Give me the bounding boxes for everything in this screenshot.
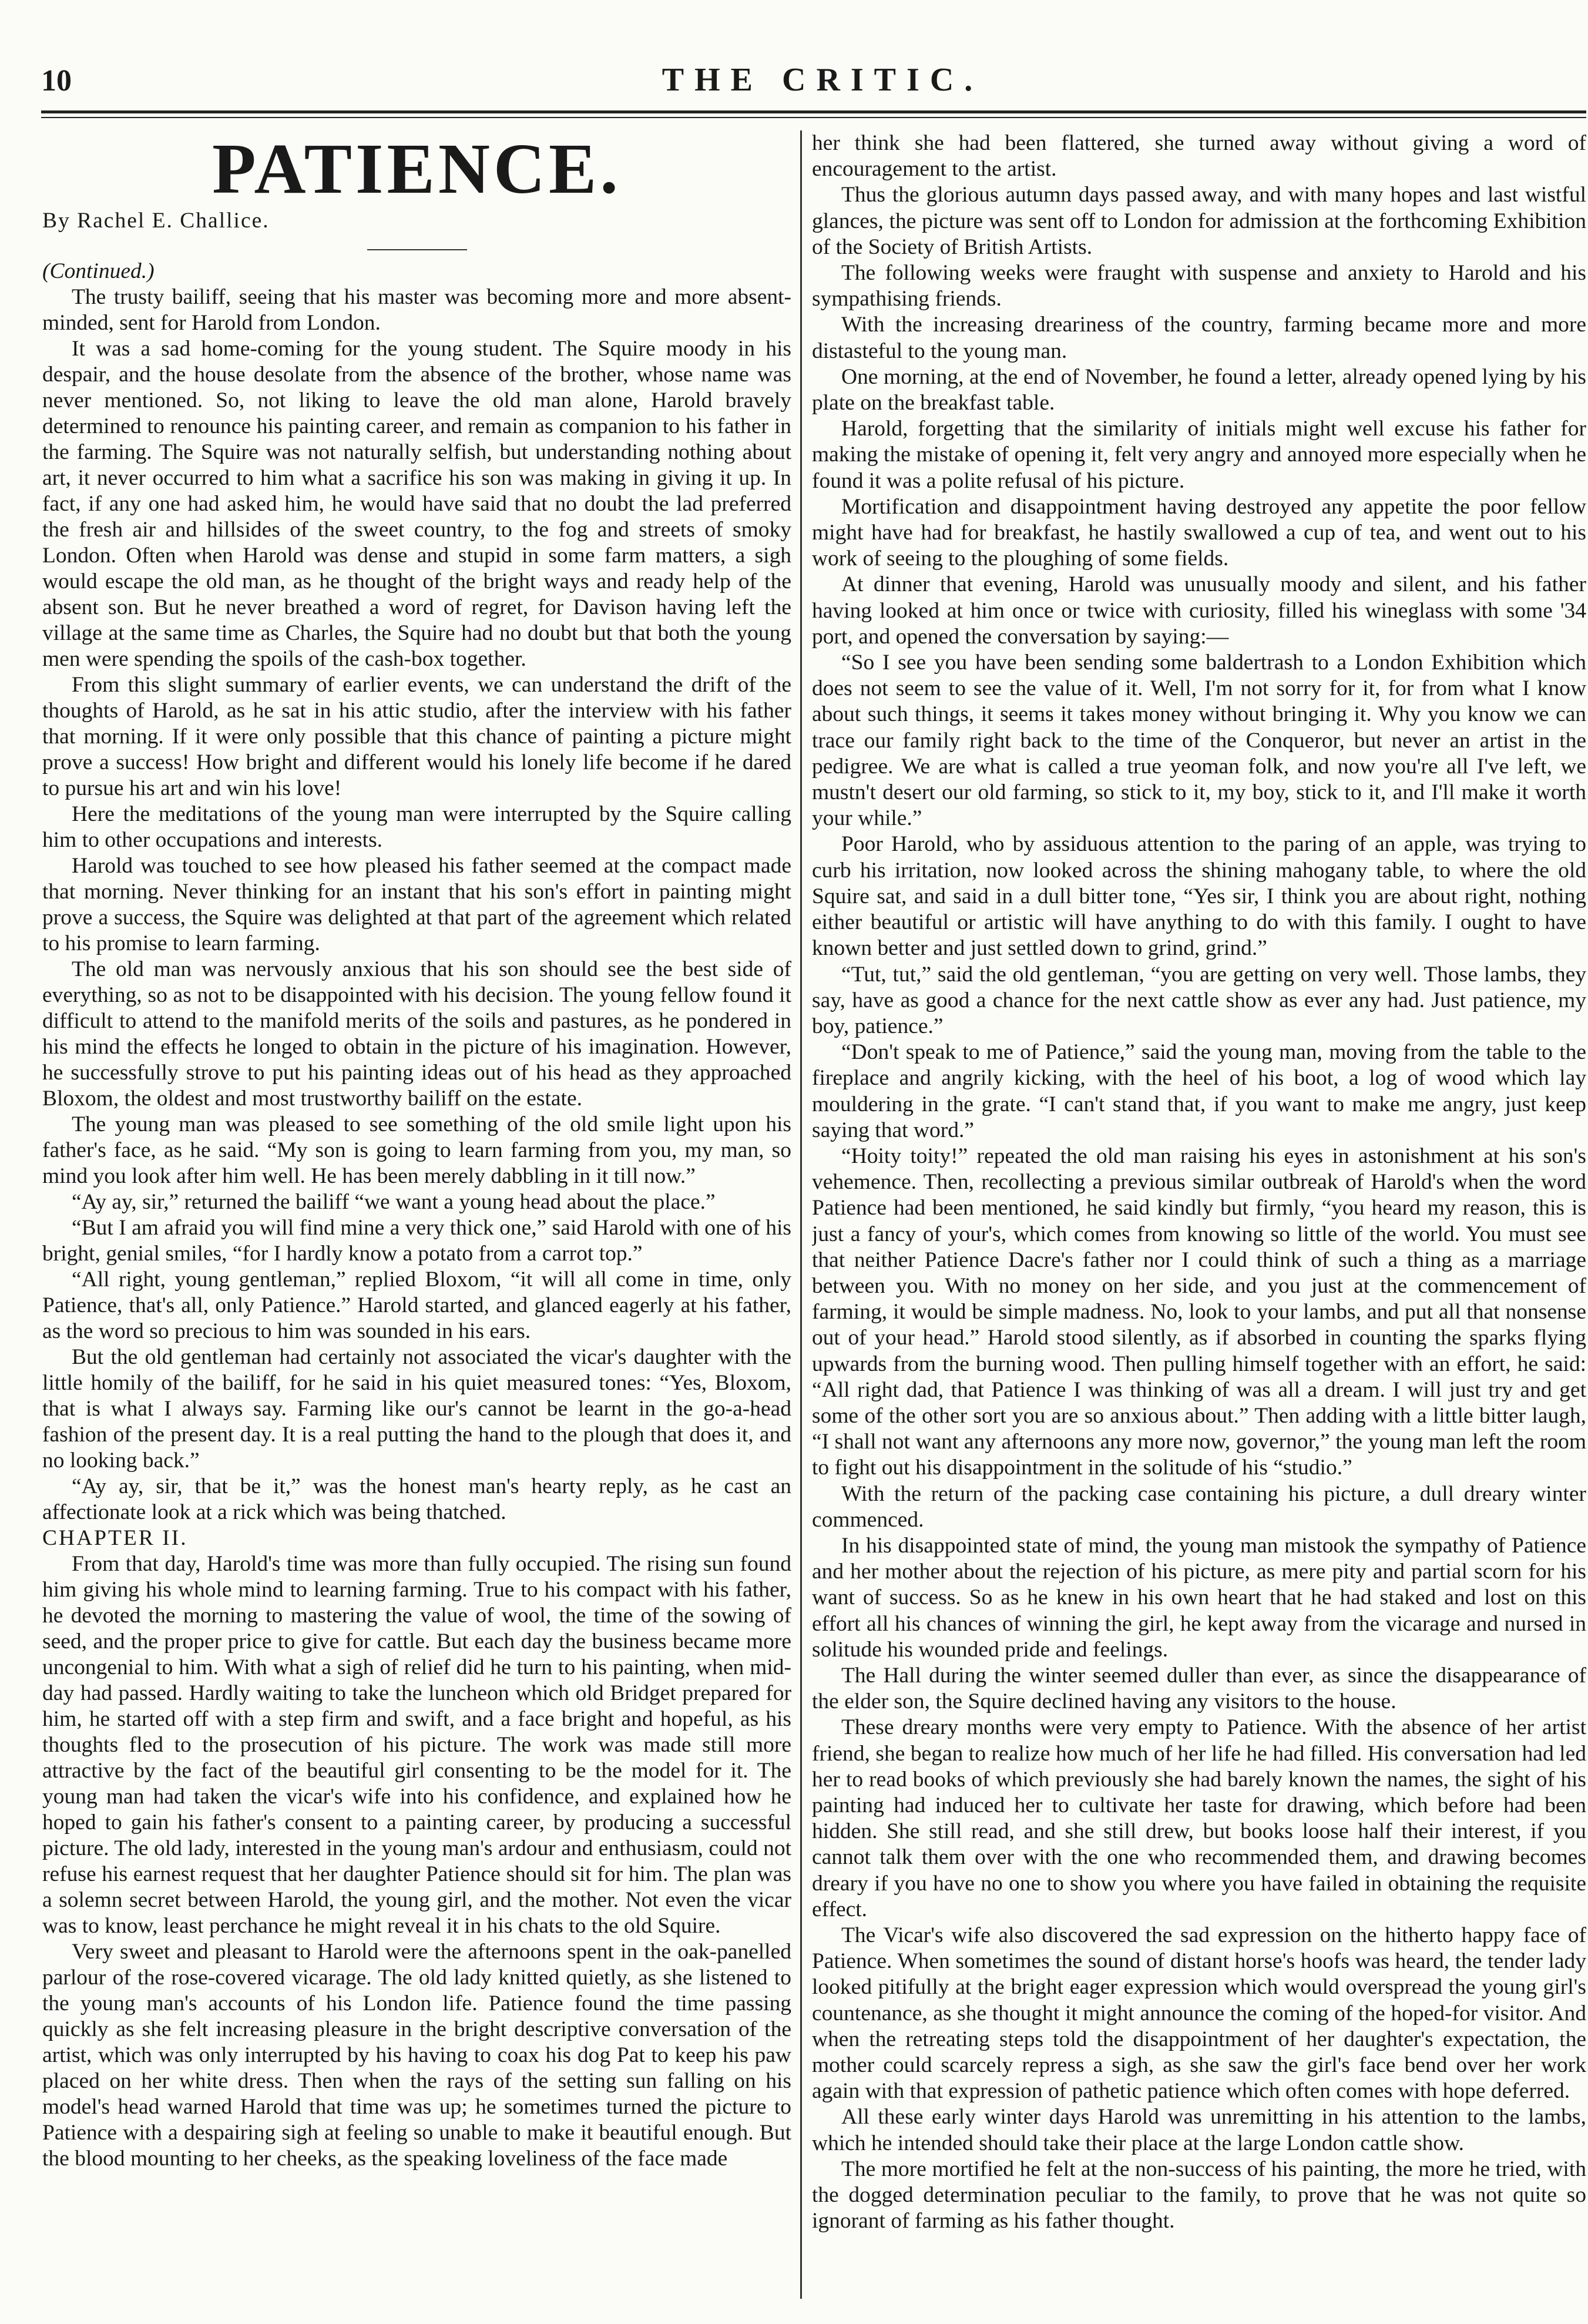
paragraph: The more mortified he felt at the non-success of his painting, the more he tried, with the dogged determination peculiar to the family, to prove that he was not quite so ignorant of farming as his father thought.: [812, 2157, 1586, 2234]
paragraph: Very sweet and pleasant to Harold were the afternoons spent in the oak-panelled parlour of the rose-covered vicarage. The old lady knitted quietly, as she listened to the young man's accounts of his London life. Patience found the time passing quickly as she felt increasing pleasure in the bright descriptive conversation of the artist, which was only interrupted by his having to coax his dog Pat to keep his paw placed on her white dress. Then when the rays of the setting sun falling on his model's head warned Harold that time was up; he sometimes turned the picture to Patience with a despairing sigh at feeling so unable to make it beautiful enough. But the blood mounting to her cheeks, as the speaking loveliness of the face made: [42, 1940, 791, 2171]
paragraph: The Hall during the winter seemed duller than ever, as since the disappearance of the elder son, the Squire declined having any visitors to the house.: [812, 1663, 1586, 1714]
column-divider: [800, 130, 802, 2299]
paragraph: All these early winter days Harold was unremitting in his attention to the lambs, which he intended should take their place at the large London cattle show.: [812, 2105, 1586, 2155]
header-rule-top: [41, 110, 1586, 113]
paragraph: With the increasing dreariness of the country, farming became more and more distasteful to the young man.: [812, 313, 1586, 363]
paragraph: Mortification and disappointment having destroyed any appetite the poor fellow might have had for breakfast, he hastily swallowed a cup of tea, and went out to his work of seeing to the ploughing of some fields.: [812, 494, 1586, 571]
paragraph: “All right, young gentleman,” replied Bloxom, “it will all come in time, only Patience, that's all, only Patience.” Harold started, and glanced eagerly at his father, as the word so precious to him was sounded in his ears.: [42, 1267, 791, 1343]
header-rule-bottom: [41, 117, 1586, 118]
left-paragraphs-part-one: [42, 284, 791, 1525]
story-title: PATIENCE.: [212, 130, 622, 209]
right-column: [812, 130, 1586, 2300]
paragraph: From that day, Harold's time was more than fully occupied. The rising sun found him giving his whole mind to learning farming. True to his compact with his father, he devoted the morning to mastering the value of wool, the time of the sowing of seed, and the proper price to give for cattle. But each day the business became more uncongenial to him. With what a sigh of relief did he turn to his painting, when mid-day had passed. Hardly waiting to take the luncheon which old Bridget prepared for him, he started off with a step firm and swift, and a face bright and hopeful, as his thoughts fled to the prosecution of his picture. The work was made still more attractive by the fact of the beautiful girl consenting to be the model for it. The young man had taken the vicar's wife into his confidence, and explained how he hoped to gain his father's consent to a painting career, by producing a successful picture. The old lady, interested in the young man's ardour and enthusiasm, could not refuse his earnest request that her daughter Patience should sit for him. The plan was a solemn secret between Harold, the young girl, and the mother. Not even the vicar was to know, least perchance he might reveal it in his chats to the old Squire.: [42, 1552, 791, 1938]
paragraph: Here the meditations of the young man were interrupted by the Squire calling him to other occupations and interests.: [42, 802, 791, 852]
paragraph: From this slight summary of earlier events, we can understand the drift of the thoughts of Harold, as he sat in his attic studio, after the interview with his father that morning. If it were only possible that this chance of painting a picture might prove a success! How bright and different would his lonely life become if he dared to pursue his art and win his love!: [42, 673, 791, 800]
title-rule: [367, 249, 467, 250]
paragraph: The Vicar's wife also discovered the sad expression on the hitherto happy face of Patience. When sometimes the sound of distant horse's hoofs was heard, the tender lady looked pitifully at the bright eager expression which would overspread the young girl's countenance, as she thought it might announce the coming of the hoped-for visitor. And when the retreating steps told the disappointment of her daughter's expectation, the mother could scarcely repress a sigh, as she saw the girl's face bend over her work again with that expression of pathetic patience which often comes with hope deferred.: [812, 1923, 1586, 2104]
paragraph: “Tut, tut,” said the old gentleman, “you are getting on very well. Those lambs, they say, have as good a chance for the next cattle show as ever any had. Just patience, my boy, patience.”: [812, 962, 1586, 1038]
paragraph: The following weeks were fraught with suspense and anxiety to Harold and his sympathising friends.: [812, 261, 1586, 311]
paragraph: her think she had been flattered, she turned away without giving a word of encouragement to the artist.: [812, 131, 1586, 182]
paragraph: With the return of the packing case containing his picture, a dull dreary winter commenced.: [812, 1481, 1586, 1532]
paragraph: Poor Harold, who by assiduous attention to the paring of an apple, was trying to curb his irritation, now looked across the shining mahogany table, to where the old Squire sat, and said in a dull bitter tone, “Yes sir, I think you are about right, nothing either beautiful or artistic will have anything to do with this family. I ought to have known better and just settled down to grind, grind.”: [812, 832, 1586, 961]
paragraph: The trusty bailiff, seeing that his master was becoming more and more absent-minded, sent for Harold from London.: [42, 285, 791, 335]
paragraph: Harold was touched to see how pleased his father seemed at the compact made that morning. Never thinking for an instant that his son's effort in painting might prove a success, the Squire was delighted at that part of the agreement which related to his promise to learn farming.: [42, 854, 791, 955]
paragraph: These dreary months were very empty to Patience. With the absence of her artist friend, she began to realize how much of her life he had filled. His conversation had led her to read books of which previously she had barely known the names, the sight of his painting had induced her to cultivate her taste for drawing, which before had been hidden. She still read, and she still drew, but books loose half their interest, if you cannot talk them over with the one who recommended them, and drawing becomes dreary if you have no one to show you where you have failed in obtaining the requisite effect.: [812, 1715, 1586, 1921]
paragraph: At dinner that evening, Harold was unusually moody and silent, and his father having looked at him once or twice with curiosity, filled his wineglass with some '34 port, and opened the conversation by saying:—: [812, 572, 1586, 649]
byline: By Rachel E. Challice.: [42, 209, 270, 233]
paragraph: But the old gentleman had certainly not associated the vicar's daughter with the little homily of the bailiff, for he said in his quiet measured tones: “Yes, Bloxom, that is what I always say. Farming like our's cannot be learnt in the go-a-head fashion of the present day. It is a real putting the hand to the plough that does it, and no looking back.”: [42, 1345, 791, 1473]
paragraph: One morning, at the end of November, he found a letter, already opened lying by his plate on the breakfast table.: [812, 364, 1586, 415]
chapter-heading: CHAPTER II.: [42, 1526, 188, 1550]
paragraph: The old man was nervously anxious that his son should see the best side of everything, so as not to be disappointed with his decision. The young fellow found it difficult to attend to the manifold merits of the soils and pastures, as he pondered in his mind the effects he longed to obtain in the picture of his imagination. However, he successfully strove to put his painting ideas out of his head as they approached Bloxom, the oldest and most trustworthy bailiff on the estate.: [42, 957, 791, 1111]
paragraph: “Ay ay, sir, that be it,” was the honest man's hearty reply, as he cast an affectionate look at a rick which was being thatched.: [42, 1474, 791, 1524]
left-column: [42, 130, 791, 2300]
paragraph: Thus the glorious autumn days passed away, and with many hopes and last wistful glances, the picture was sent off to London for admission at the forthcoming Exhibition of the Society of British Artists.: [812, 183, 1586, 259]
paragraph: “So I see you have been sending some baldertrash to a London Exhibition which does not seem to see the value of it. Well, I'm not sorry for it, for from what I know about such things, it seems it takes money without bringing it. Why you know we can trace our family right back to the time of the Conqueror, but never an artist in the pedigree. We are what is called a true yeoman folk, and now you're all I've left, we mustn't desert our old farming, so stick to it, my boy, stick to it, and I'll make it worth your while.”: [812, 650, 1586, 831]
page-number: 10: [41, 64, 72, 98]
continued-note: (Continued.): [42, 259, 155, 283]
masthead: THE CRITIC.: [662, 62, 983, 98]
paragraph: The young man was pleased to see something of the old smile light upon his father's face, as he said. “My son is going to learn farming from you, my man, so mind you look after him well. He has been merely dabbling in it till now.”: [42, 1112, 791, 1188]
paragraph: “Ay ay, sir,” returned the bailiff “we want a young head about the place.”: [72, 1190, 716, 1214]
right-paragraphs: [812, 130, 1586, 2234]
paragraph: “Hoity toity!” repeated the old man raising his eyes in astonishment at his son's vehemence. Then, recollecting a previous similar outbreak of Harold's when the word Patience had been mentioned, he said kindly but firmly, “you heard my reason, this is just a fancy of your's, which comes from knowing so little of the world. You must see that neither Patience Dacre's father nor I could think of such a thing as a marriage between you. With no money on her side, and you just at the commencement of farming, it would be simple madness. No, look to your lambs, and put all that nonsense out of your head.” Harold stood silently, as if absorbed in counting the sparks flying upwards from the burning wood. Then pulling himself together with an effort, he said: “All right dad, that Patience I was thinking of was all a dream. I will just try and get some of the other sort you are so anxious about.” Then adding with a little bitter laugh, “I shall not want any afternoons any more now, governor,” the young man left the room to fight out his disappointment in the solitude of his “studio.”: [812, 1143, 1586, 1480]
left-paragraphs-part-two: [42, 1551, 791, 2172]
paragraph: It was a sad home-coming for the young student. The Squire moody in his despair, and the house desolate from the absence of the brother, whose name was never mentioned. So, not liking to leave the old man alone, Harold bravely determined to renounce his painting career, and remain as companion to his father in the farming. The Squire was not naturally selfish, but understanding nothing about art, it never occurred to him what a sacrifice his son was making in giving it up. In fact, if any one had asked him, he would have said that no doubt the lad preferred the fresh air and hillsides of the sweet country, to the fog and streets of smoky London. Often when Harold was dense and stupid in some farm matters, a sigh would escape the old man, as he thought of the bright ways and ready help of the absent son. But he never breathed a word of regret, for Davison having left the village at the same time as Charles, the Squire had no doubt but that both the young men were spending the spoils of the cash-box together.: [42, 337, 791, 671]
paragraph: In his disappointed state of mind, the young man mistook the sympathy of Patience and her mother about the rejection of his picture, as mere pity and partial scorn for his want of success. So as he knew in his own heart that he had staked and lost on this effort all his chances of winning the girl, he kept away from the vicarage and nursed in solitude his wounded pride and feelings.: [812, 1533, 1586, 1662]
paragraph: “Don't speak to me of Patience,” said the young man, moving from the table to the fireplace and angrily kicking, with the heel of his boot, a log of wood which lay mouldering in the grate. “I can't stand that, if you want to make me angry, just keep saying that word.”: [812, 1040, 1586, 1142]
paragraph: Harold, forgetting that the similarity of initials might well excuse his father for making the mistake of opening it, felt very angry and annoyed more especially when he found it was a polite refusal of his picture.: [812, 417, 1586, 493]
paragraph: “But I am afraid you will find mine a very thick one,” said Harold with one of his bright, genial smiles, “for I hardly know a potato from a carrot top.”: [42, 1216, 791, 1266]
